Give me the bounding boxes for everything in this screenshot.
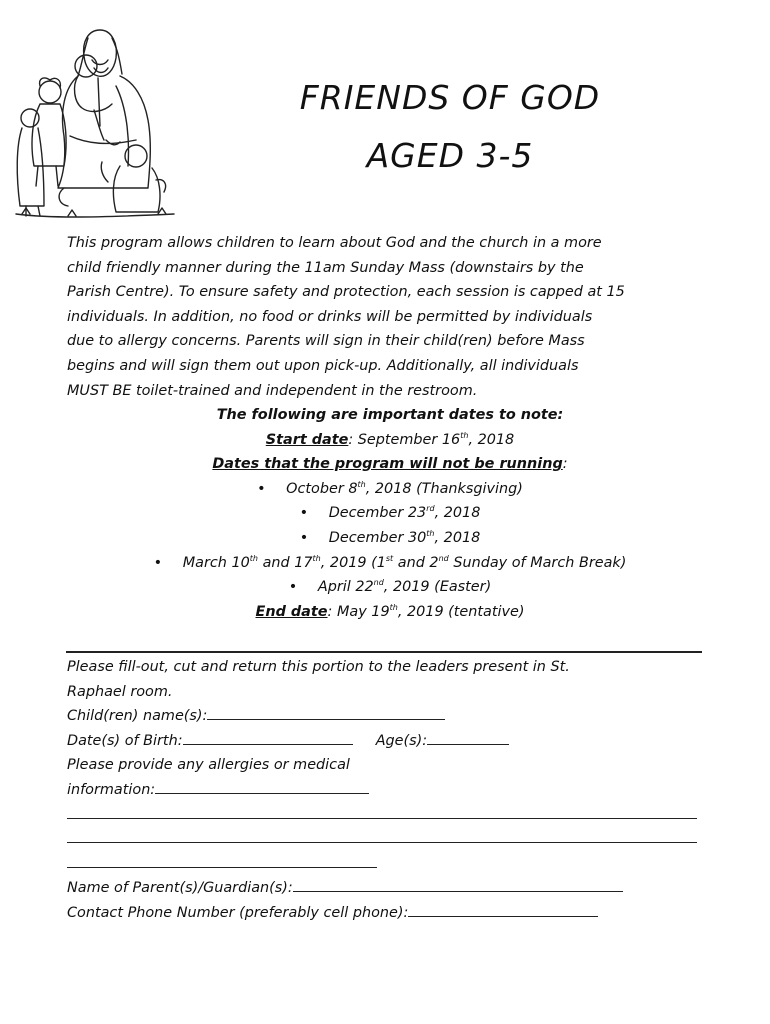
child-name-field [67, 704, 707, 729]
list-item: • October 8th, 2018 (Thanksgiving) [60, 477, 720, 502]
not-running-heading: Dates that the program will not be running: [212, 456, 568, 473]
allergy-extra-line [67, 803, 707, 828]
phone-label: Contact Phone Number (preferably cell phone): [67, 904, 409, 921]
age-blank[interactable] [427, 730, 509, 745]
description-line: MUST BE toilet-trained and independent in the restroom. [67, 382, 478, 399]
start-date-label: Start date [265, 431, 349, 448]
guardian-label: Name of Parent(s)/Guardian(s): [67, 880, 293, 897]
form-instructions: Please fill-out, cut and return this portion to the leaders present in St. [67, 659, 570, 675]
form-instructions: Raphael room. [67, 683, 173, 700]
important-dates [60, 403, 720, 624]
program-description [67, 231, 707, 403]
description-line: due to allergy concerns. Parents will sign in their child(ren) before Mass [67, 333, 585, 350]
allergy-blank[interactable] [67, 804, 697, 819]
phone-field [67, 901, 707, 926]
description-line: child friendly manner during the 11am Sunday Mass (downstairs by the [67, 259, 584, 276]
allergy-label: information: [67, 781, 156, 798]
list-item: • March 10th and 17th, 2019 (1st and 2nd Sunday of March Break) [60, 551, 720, 576]
allergy-extra-line [67, 852, 707, 877]
list-item: • December 23rd, 2018 [60, 501, 720, 526]
description-line: This program allows children to learn about God and the church in a more [67, 235, 602, 251]
start-date: Start date: September 16th, 2018 [265, 430, 515, 448]
jesus-with-children-illustration [8, 16, 180, 220]
list-item: • December 30th, 2018 [60, 526, 720, 551]
cut-line-divider [66, 651, 702, 653]
phone-blank[interactable] [408, 902, 598, 917]
dob-label: Date(s) of Birth: [67, 732, 183, 749]
dates-heading: The following are important dates to note: [216, 407, 564, 423]
page-subtitle: AGED 3-5 [366, 136, 534, 175]
guardian-blank[interactable] [293, 877, 623, 892]
end-date: End date: May 19th, 2019 (tentative) [255, 602, 525, 620]
child-name-label: Child(ren) name(s): [67, 708, 208, 725]
allergy-field [67, 778, 707, 803]
description-line: individuals. In addition, no food or drinks will be permitted by individuals [67, 308, 593, 325]
not-running-label: Dates that the program will not be running [212, 456, 563, 473]
description-line: Parish Centre). To ensure safety and protection, each session is capped at 15 [67, 284, 625, 301]
dob-blank[interactable] [183, 730, 353, 745]
child-name-blank[interactable] [207, 705, 445, 720]
allergy-prompt: Please provide any allergies or medical [67, 757, 350, 774]
start-date-value: : September 16 [348, 431, 461, 448]
allergy-blank[interactable] [67, 828, 697, 843]
description-line: begins and will sign them out upon pick-up. Additionally, all individuals [67, 357, 579, 374]
list-item: • April 22nd, 2019 (Easter) [60, 575, 720, 600]
allergy-extra-line [67, 827, 707, 852]
dob-age-field [67, 729, 707, 754]
end-date-label: End date [255, 603, 328, 620]
page-title: FRIENDS OF GOD [299, 78, 601, 117]
registration-form [67, 655, 707, 926]
allergy-blank[interactable] [67, 853, 377, 868]
allergy-blank[interactable] [155, 779, 369, 794]
guardian-field [67, 876, 707, 901]
age-label: Age(s): [375, 732, 428, 749]
